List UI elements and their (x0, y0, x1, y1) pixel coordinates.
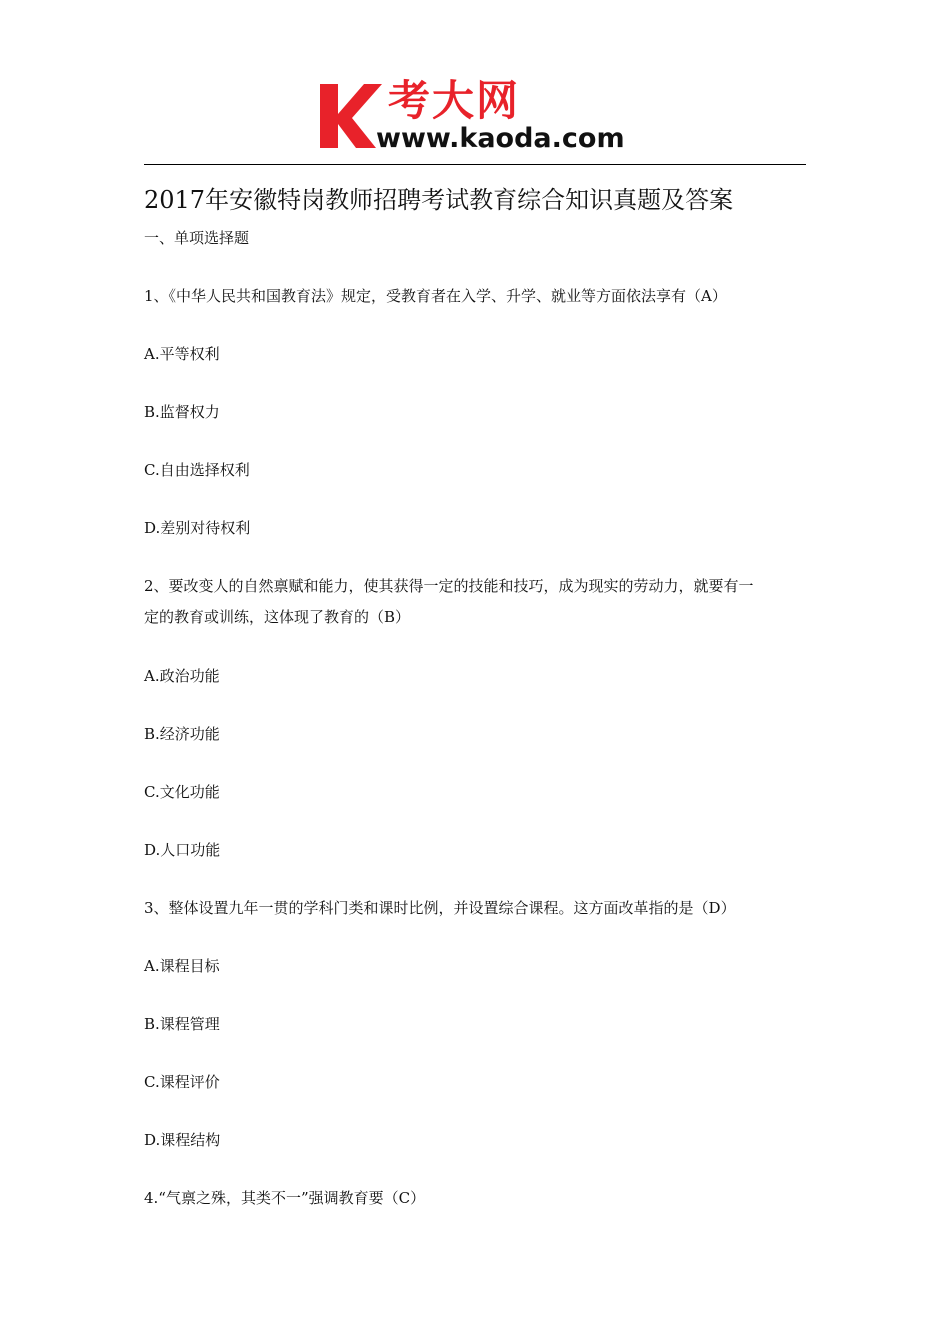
logo-k-mark (316, 78, 382, 150)
question-1-stem: 1、《中华人民共和国教育法》规定，受教育者在入学、升学、就业等方面依法享有（A） (144, 287, 727, 305)
question-2-stem-line-2: 定的教育或训练，这体现了教育的（B） (144, 608, 411, 626)
question-1-option-a: A.平等权利 (144, 345, 220, 363)
question-3-option-b: B.课程管理 (144, 1015, 220, 1033)
section-heading: 一、单项选择题 (144, 229, 250, 247)
question-1-option-b: B.监督权力 (144, 403, 220, 421)
question-2-option-d: D.人口功能 (144, 841, 221, 859)
question-2-option-b: B.经济功能 (144, 725, 220, 743)
header-divider (144, 164, 806, 165)
document-title: 2017年安徽特岗教师招聘考试教育综合知识真题及答案 (144, 186, 734, 214)
question-2-option-c: C.文化功能 (144, 783, 220, 801)
question-2-stem-line-1: 2、要改变人的自然禀赋和能力，使其获得一定的技能和技巧，成为现实的劳动力，就要有一 (144, 577, 754, 595)
question-2-option-a: A.政治功能 (144, 667, 220, 685)
question-4-stem: 4.“气禀之殊，其类不一”强调教育要（C） (144, 1189, 426, 1207)
question-3-option-a: A.课程目标 (144, 957, 220, 975)
logo-url: www.kaoda.com (376, 123, 625, 154)
site-logo (316, 78, 646, 160)
question-3-stem: 3、整体设置九年一贯的学科门类和课时比例，并设置综合课程。这方面改革指的是（D） (144, 899, 736, 917)
question-3-option-d: D.课程结构 (144, 1131, 221, 1149)
logo-chinese-name: 考大网 (388, 76, 521, 125)
question-3-option-c: C.课程评价 (144, 1073, 220, 1091)
question-1-option-c: C.自由选择权利 (144, 461, 250, 479)
question-1-option-d: D.差别对待权利 (144, 519, 251, 537)
